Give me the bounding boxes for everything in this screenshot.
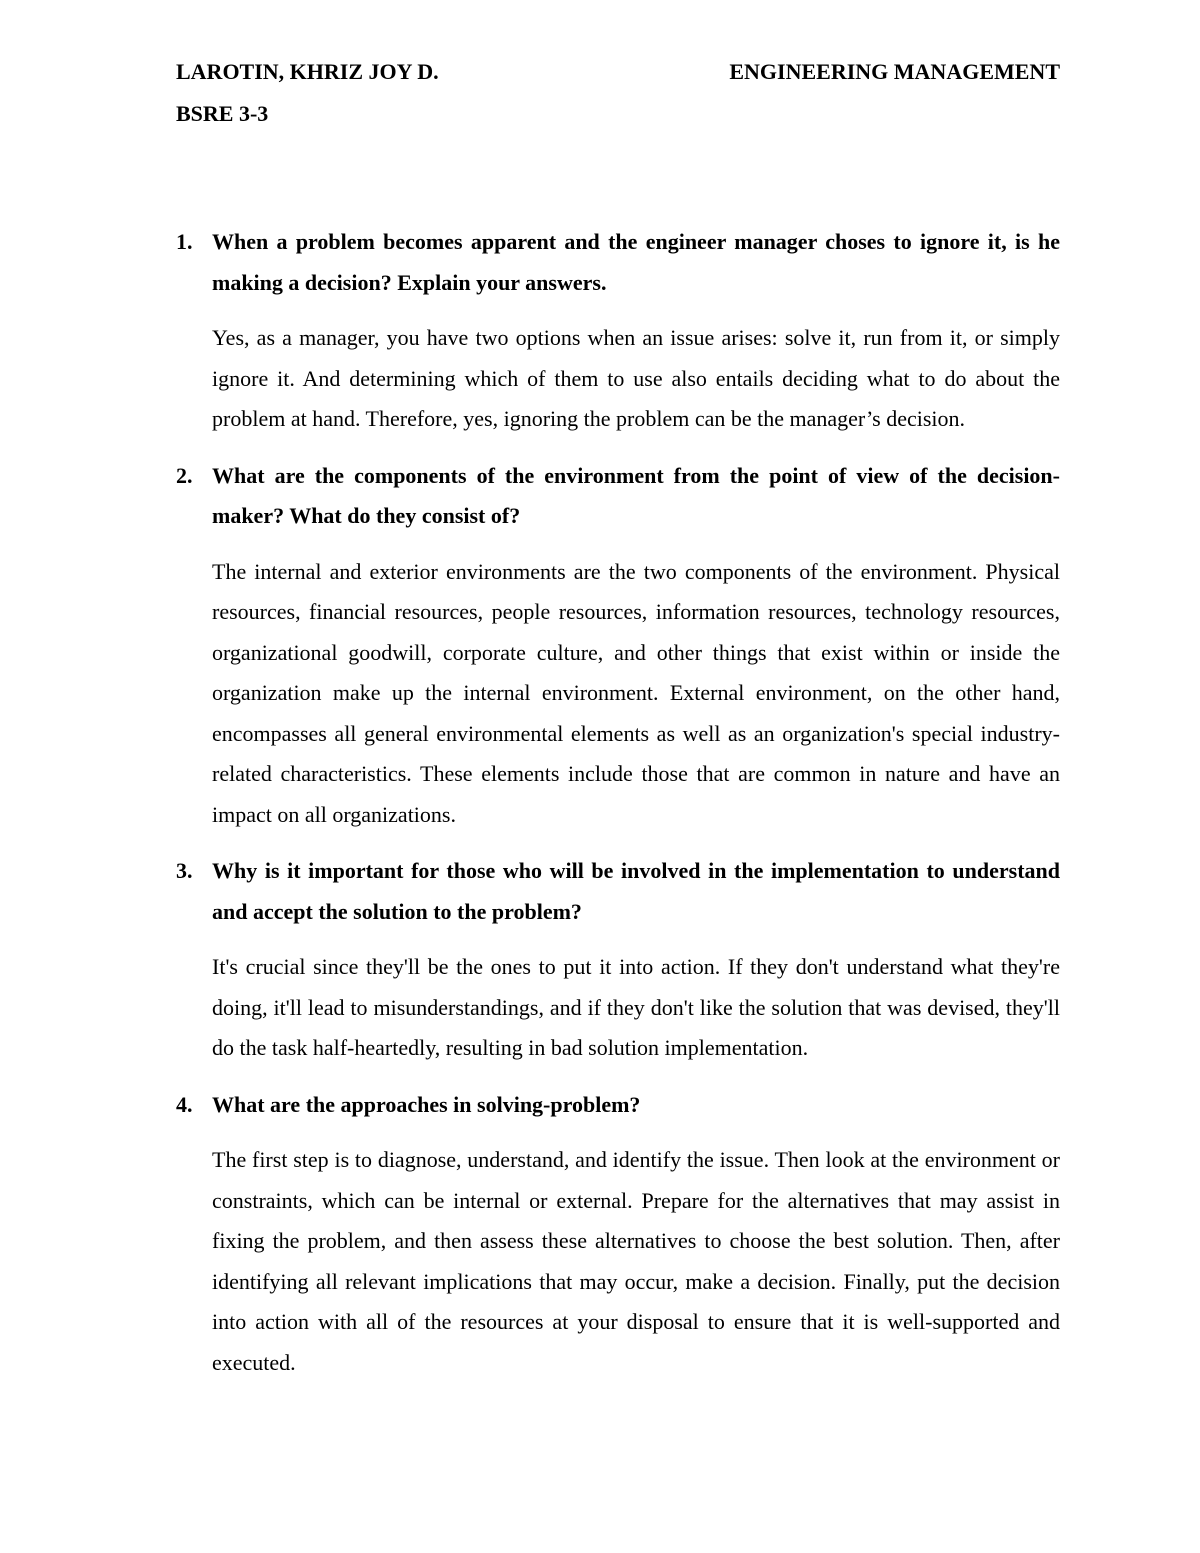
answer-text: The internal and exterior environments are the two components of the environment. Physical resources, financial resources, people resources, information resources, technology resources, organizational goodwill, corporate culture, and other things that exist within or inside the organization make up the internal environment. External environment, on the other hand, encompasses all general environmental elements as well as an organization's special industry-related characteristics. These elements include those that are common in nature and have an impact on all organizations. [212, 558, 1060, 827]
student-name: LAROTIN, KHRIZ JOY D. [176, 59, 439, 84]
header-row [176, 52, 1060, 92]
answer-text: It's crucial since they'll be the ones to put it into action. If they don't understand what they're doing, it'll lead to misunderstandings, and if they don't like the solution that was devised, they'll do the task half-heartedly, resulting in bad solution implementation. [212, 954, 1060, 1060]
qa-item-3 [176, 851, 1060, 1069]
answer-text: Yes, as a manager, you have two options when an issue arises: solve it, run from it, or simply ignore it. And determining which of them to use also entails deciding what to do about the problem at hand. Therefore, yes, ignoring the problem can be the manager’s decision. [212, 325, 1060, 431]
question-list [176, 222, 1060, 1399]
answer-text: The first step is to diagnose, understand, and identify the issue. Then look at the environment or constraints, which can be internal or external. Prepare for the alternatives that may assist in fixing the problem, and then assess these alternatives to choose the best solution. Then, after identifying all relevant implications that may occur, make a decision. Finally, put the decision into action with all of the resources at your disposal to ensure that it is well-supported and executed. [212, 1147, 1060, 1375]
question-text: When a problem becomes apparent and the engineer manager choses to ignore it, is he making a decision? Explain your answers. [212, 229, 1060, 295]
question-number: 4. [176, 1091, 193, 1117]
question-text: What are the components of the environment from the point of view of the decision-maker? What do they consist of? [212, 462, 1060, 528]
question-number: 1. [176, 229, 193, 254]
qa-item-4 [176, 1085, 1060, 1384]
question-number: 3. [176, 858, 193, 883]
qa-item-2 [176, 456, 1060, 836]
course-title: ENGINEERING MANAGEMENT [729, 59, 1060, 84]
section-label: BSRE 3-3 [176, 101, 269, 126]
question-text: What are the approaches in solving-problem? [212, 1091, 641, 1117]
question-text: Why is it important for those who will be involved in the implementation to understand and accept the solution to the problem? [212, 858, 1060, 924]
question-number: 2. [176, 462, 193, 488]
qa-item-1 [176, 222, 1060, 440]
